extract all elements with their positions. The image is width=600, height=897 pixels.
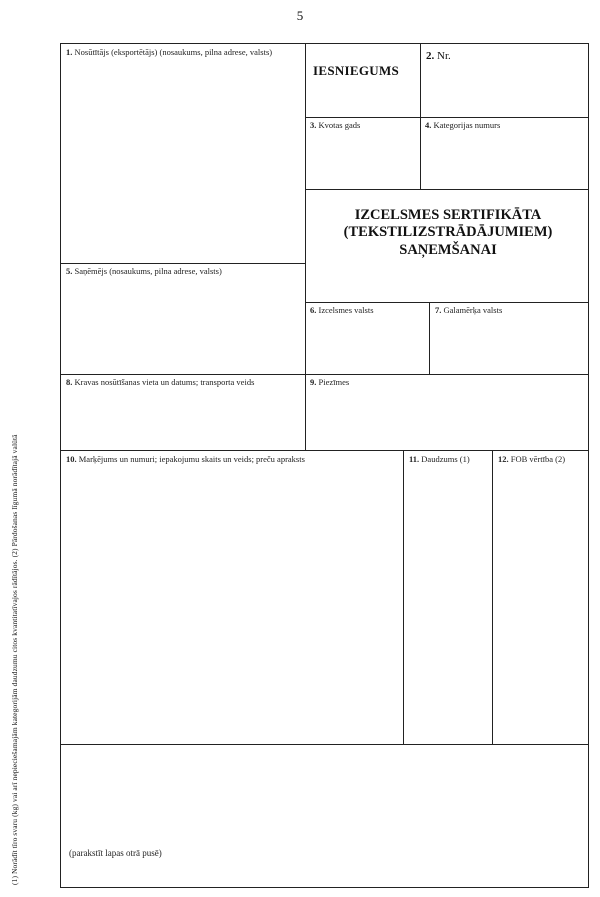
field-8-place-date-transport bbox=[66, 378, 302, 388]
field-number: 1. bbox=[66, 47, 73, 57]
field-number: 11. bbox=[409, 454, 420, 464]
field-number: 3. bbox=[310, 120, 317, 130]
field-label: Saņēmējs (nosaukums, pilna adrese, valsts) bbox=[74, 266, 222, 276]
divider bbox=[420, 44, 421, 189]
divider bbox=[492, 450, 493, 744]
signature-note: (parakstīt lapas otrā pusē) bbox=[69, 848, 162, 858]
field-number: 12. bbox=[498, 454, 509, 464]
field-number: 8. bbox=[66, 377, 73, 387]
field-7-country-of-destination bbox=[435, 306, 502, 316]
field-label: Piezīmes bbox=[318, 377, 350, 387]
field-label: Nosūtītājs (eksportētājs) (nosaukums, pilna adrese, valsts) bbox=[74, 47, 273, 57]
divider bbox=[403, 450, 404, 744]
field-label: Daudzums (1) bbox=[421, 454, 470, 464]
field-label: FOB vērtība (2) bbox=[510, 454, 566, 464]
divider bbox=[305, 117, 589, 118]
field-number: 2. bbox=[426, 50, 435, 62]
field-10-marks-description bbox=[66, 455, 400, 465]
divider bbox=[61, 374, 589, 375]
divider bbox=[61, 263, 305, 264]
field-4-category-number bbox=[425, 121, 500, 131]
divider bbox=[429, 302, 430, 374]
field-number: 10. bbox=[66, 454, 77, 464]
page-number: 5 bbox=[296, 8, 304, 23]
application-form bbox=[60, 43, 589, 888]
field-9-remarks bbox=[310, 378, 349, 388]
certificate-title bbox=[308, 207, 588, 259]
field-number: 4. bbox=[425, 120, 432, 130]
divider bbox=[305, 302, 589, 303]
field-label: Kategorijas numurs bbox=[433, 120, 501, 130]
field-12-fob-value bbox=[498, 455, 565, 465]
field-label: Izcelsmes valsts bbox=[318, 305, 374, 315]
field-3-quota-year bbox=[310, 121, 360, 131]
divider bbox=[305, 189, 589, 190]
field-11-quantity bbox=[409, 455, 470, 465]
field-label: Galamērķa valsts bbox=[443, 305, 503, 315]
field-1-consignor bbox=[66, 48, 298, 58]
field-label: Nr. bbox=[437, 50, 451, 62]
divider bbox=[61, 450, 589, 451]
field-number: 7. bbox=[435, 305, 442, 315]
field-label: Kvotas gads bbox=[318, 120, 361, 130]
side-footnote: (1) Norādīt tīro svaru (kg) vai arī nepieciešamajām kategorijām daudzumu citos kvantitatīvajos rādītājos. (2) Pārdošanas līgumā norādītajā valūtā bbox=[10, 434, 19, 885]
field-5-consignee bbox=[66, 267, 302, 277]
field-number: 6. bbox=[310, 305, 317, 315]
field-label: Marķējums un numuri; iepakojumu skaits un veids; preču apraksts bbox=[78, 454, 305, 464]
divider bbox=[61, 744, 589, 745]
field-label: Kravas nosūtīšanas vieta un datums; transporta veids bbox=[74, 377, 255, 387]
field-6-country-of-origin bbox=[310, 306, 374, 316]
field-number: 5. bbox=[66, 266, 73, 276]
certificate-title-line: SAŅEMŠANAI bbox=[399, 241, 497, 258]
field-number: 9. bbox=[310, 377, 317, 387]
certificate-title-line: (TEKSTILIZSTRĀDĀJUMIEM) bbox=[343, 224, 553, 241]
certificate-title-line: IZCELSMES SERTIFIKĀTA bbox=[354, 207, 542, 223]
divider bbox=[305, 44, 306, 450]
field-2-number bbox=[426, 50, 451, 62]
applicant-title: IESNIEGUMS bbox=[313, 63, 400, 78]
